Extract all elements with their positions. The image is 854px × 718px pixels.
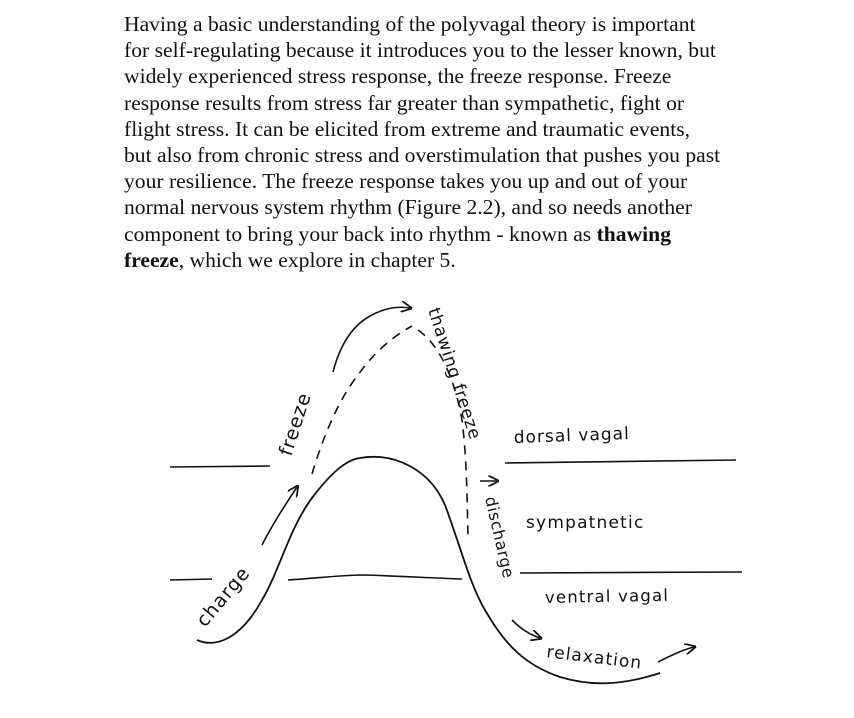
paragraph-line: but also from chronic stress and overstimulation that pushes you past [124, 143, 721, 168]
bold-term-thawing: thawing [596, 221, 671, 246]
paragraph-line: normal nervous system rhythm (Figure 2.2), and so needs another [124, 195, 692, 220]
zone-lines [170, 460, 742, 580]
paragraph-line: your resilience. The freeze response takes you up and out of your [124, 169, 688, 194]
paragraph-line: flight stress. It can be elicited from extreme and traumatic events, [124, 116, 691, 141]
dorsal-boundary-left [170, 466, 270, 467]
ventral-boundary-right [520, 572, 742, 573]
paragraph-line: widely experienced stress response, the freeze response. Freeze [124, 64, 672, 89]
freeze-dashed-path [312, 326, 412, 474]
paragraph-line: Having a basic understanding of the polyvagal theory is important [124, 12, 696, 36]
paragraph-line: response results from stress far greater than sympathetic, fight or [124, 90, 685, 115]
ventral-boundary-mid [288, 575, 462, 580]
thawing-arrow [333, 307, 410, 372]
zone-label-dorsal: dorsal vagal [513, 423, 631, 448]
phase-label-thawing-freeze: thawing freeze [423, 305, 485, 443]
phase-label-freeze: freeze [274, 389, 316, 459]
relaxation-arrow-in [512, 620, 540, 638]
paragraph-line-text: component to bring your back into rhythm - known as [124, 221, 597, 246]
zone-label-ventral: ventral vagal [544, 585, 670, 607]
dorsal-boundary-right [505, 460, 736, 463]
paragraph-line: for self-regulating because it introduces you to the lesser known, but [124, 38, 716, 63]
ventral-boundary-left [170, 579, 212, 580]
paragraph-line-text: , which we explore in chapter 5. [178, 247, 456, 272]
relaxation-arrow-out [658, 647, 694, 662]
charge-arrow [262, 487, 297, 545]
phase-label-discharge: discharge [481, 494, 519, 581]
phase-label-charge: charge [191, 562, 255, 632]
bold-term-freeze: freeze [124, 247, 179, 272]
phase-label-relaxation: relaxation [545, 642, 644, 674]
zone-label-sympathetic: sympatnetic [526, 513, 645, 533]
